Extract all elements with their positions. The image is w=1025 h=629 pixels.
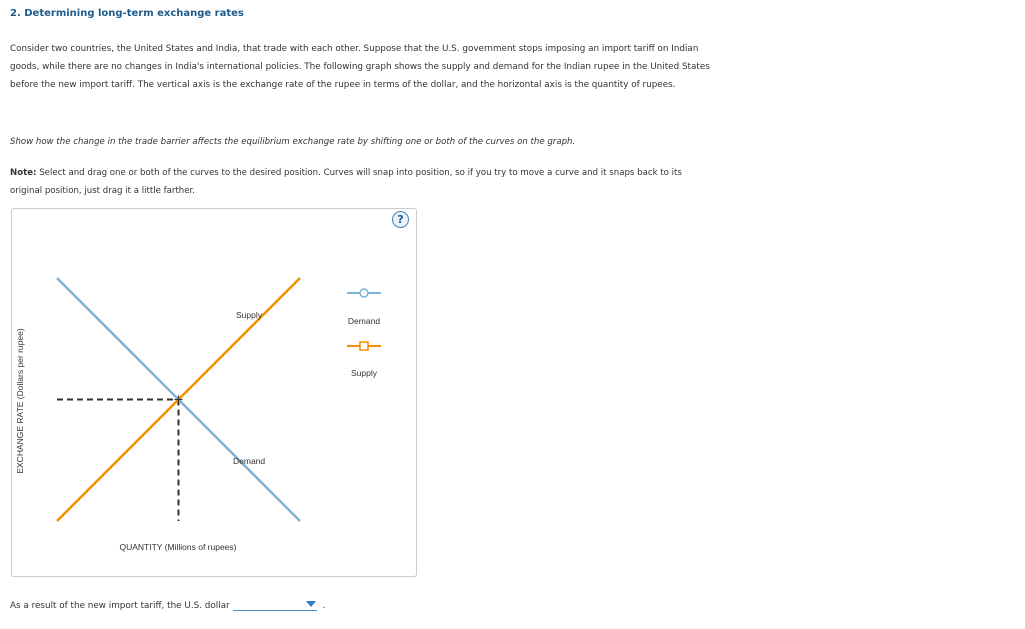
x-axis-label: QUANTITY (Millions of rupees) <box>119 542 237 552</box>
answer-dropdown[interactable] <box>233 597 317 611</box>
legend-demand-tool[interactable] <box>347 289 381 326</box>
question-note <box>10 164 710 200</box>
help-button[interactable]: ? <box>392 211 409 228</box>
legend-supply-label: Supply <box>351 368 377 378</box>
note-text: Select and drag one or both of the curves to the desired position. Curves will snap into position, so if you try to move a curve and it snaps back to its original position, just drag it a little farther. <box>10 168 682 196</box>
question-title: 2. Determining long-term exchange rates <box>10 8 244 19</box>
supply-demand-chart <box>11 208 417 577</box>
legend-demand-circle-icon <box>360 289 368 297</box>
supply-curve-label: Supply <box>236 310 262 320</box>
answer-row <box>10 597 325 611</box>
legend-supply-tool[interactable] <box>347 342 381 378</box>
question-intro: Consider two countries, the United States and India, that trade with each other. Suppose that the U.S. government stops imposing an import tariff on Indian goods, while there are no changes in India's international policies. The following graph shows the supply and demand for the Indian rupee in the United States before the new import tariff. The vertical axis is the exchange rate of the rupee in terms of the dollar, and the horizontal axis is the quantity of rupees. <box>10 44 710 90</box>
dropdown-arrow-icon <box>306 601 316 607</box>
legend-demand-label: Demand <box>347 316 381 326</box>
answer-prefix: As a result of the new import tariff, the U.S. dollar <box>10 601 230 611</box>
legend-supply-square-icon <box>360 342 368 350</box>
note-label: Note: <box>10 168 37 178</box>
y-axis-label: EXCHANGE RATE (Dollars per rupee) <box>15 328 25 474</box>
answer-suffix: . <box>322 601 326 611</box>
question-instruction: Show how the change in the trade barrier affects the equilibrium exchange rate by shifting one or both of the curves on the graph. <box>10 137 576 147</box>
demand-curve-label: Demand <box>233 456 266 466</box>
